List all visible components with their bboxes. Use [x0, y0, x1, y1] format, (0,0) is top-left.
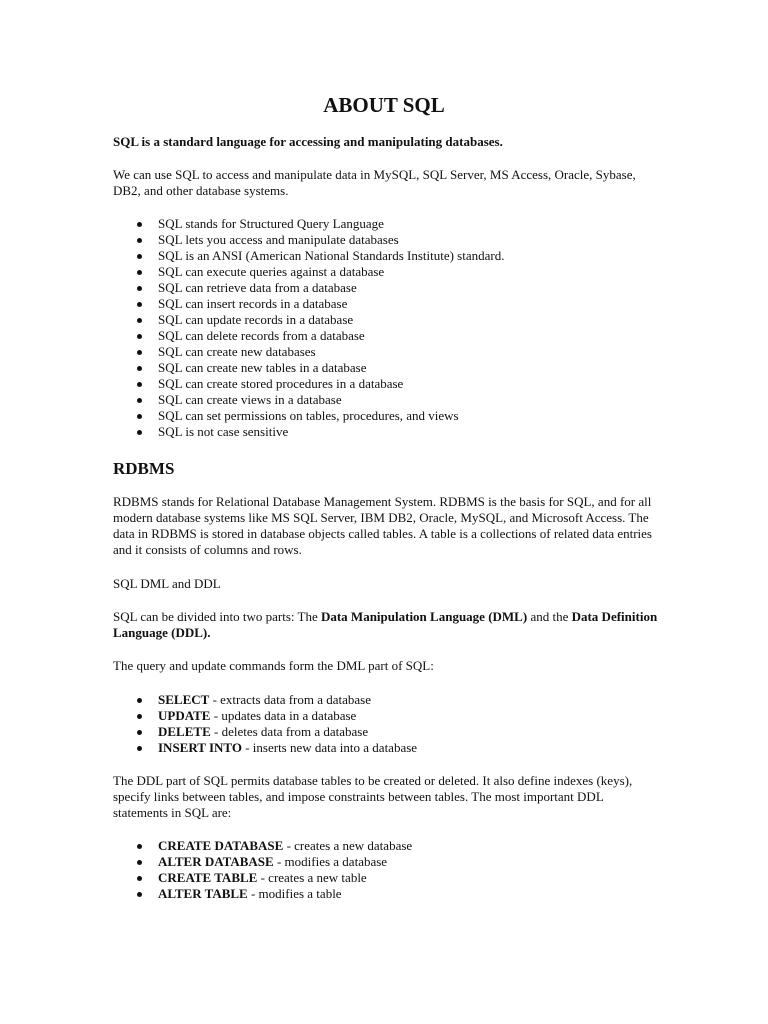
command-description: - creates a new database [283, 838, 413, 853]
command-description: - deletes data from a database [210, 724, 369, 739]
rdbms-heading: RDBMS [113, 459, 175, 478]
list-item-text: SQL can retrieve data from a database [158, 280, 357, 295]
parts-paragraph [113, 609, 658, 641]
command-keyword: ALTER DATABASE [158, 854, 274, 869]
list-item [113, 392, 504, 408]
bullet-icon [137, 730, 142, 735]
ddl-term: Data Definition Language (DDL). [113, 609, 658, 640]
sql-points-list [113, 216, 504, 440]
list-item-text: SQL can insert records in a database [158, 296, 348, 311]
parts-text-2: and the [527, 609, 572, 624]
intro-bold-text: SQL is a standard language for accessing and manipulating databases. [113, 134, 503, 149]
list-item-text: SQL stands for Structured Query Language [158, 216, 384, 231]
list-item-text: SQL can create views in a database [158, 392, 342, 407]
dml-ddl-heading: SQL DML and DDL [113, 576, 221, 591]
list-item-text: SQL can create stored procedures in a database [158, 376, 404, 391]
list-item-text: SQL is an ANSI (American National Standards Institute) standard. [158, 248, 505, 263]
command-keyword: UPDATE [158, 708, 211, 723]
bullet-icon [137, 366, 142, 371]
command-keyword: SELECT [158, 692, 210, 707]
ddl-intro: The DDL part of SQL permits database tables to be created or deleted. It also define indexes (keys), specify links between tables, and impose constraints between tables. The most important DDL statements in SQL are: [113, 773, 633, 820]
list-item [113, 376, 504, 392]
command-description: - updates data in a database [210, 708, 357, 723]
page-title: ABOUT SQL [323, 93, 445, 117]
command-description: - modifies a table [247, 886, 342, 901]
bullet-icon [137, 860, 142, 865]
bullet-icon [137, 270, 142, 275]
list-item-text: SQL can create new tables in a database [158, 360, 367, 375]
bullet-icon [137, 714, 142, 719]
command-item [113, 886, 412, 902]
bullet-icon [137, 698, 142, 703]
list-item [113, 408, 504, 424]
command-item [113, 854, 412, 870]
dml-term: Data Manipulation Language (DML) [320, 609, 528, 624]
bullet-icon [137, 844, 142, 849]
dml-intro: The query and update commands form the DML part of SQL: [113, 658, 434, 673]
command-keyword: ALTER TABLE [158, 886, 248, 901]
command-keyword: DELETE [158, 724, 211, 739]
list-item [113, 232, 504, 248]
command-keyword: CREATE TABLE [158, 870, 258, 885]
bullet-icon [137, 254, 142, 259]
command-keyword: CREATE DATABASE [158, 838, 284, 853]
bullet-icon [137, 286, 142, 291]
ddl-commands-list [113, 838, 412, 902]
parts-text-1: SQL can be divided into two parts: The [113, 609, 321, 624]
bullet-icon [137, 238, 142, 243]
list-item-text: SQL can update records in a database [158, 312, 354, 327]
command-description: - modifies a database [273, 854, 388, 869]
list-item-text: SQL can set permissions on tables, procedures, and views [158, 408, 459, 423]
bullet-icon [137, 302, 142, 307]
command-item [113, 740, 417, 756]
list-item [113, 344, 504, 360]
list-item [113, 312, 504, 328]
bullet-icon [137, 222, 142, 227]
command-item [113, 838, 412, 854]
command-item [113, 708, 417, 724]
list-item [113, 296, 504, 312]
command-description: - inserts new data into a database [241, 740, 418, 755]
bullet-icon [137, 334, 142, 339]
bullet-icon [137, 318, 142, 323]
list-item [113, 216, 504, 232]
list-item-text: SQL is not case sensitive [158, 424, 289, 439]
list-item [113, 424, 504, 440]
bullet-icon [137, 892, 142, 897]
rdbms-paragraph: RDBMS stands for Relational Database Management System. RDBMS is the basis for SQL, and for all modern database systems like MS SQL Server, IBM DB2, Oracle, MySQL, and Microsoft Access. The data in RDBMS is stored in database objects called tables. A table is a collections of related data entries and it consists of columns and rows. [113, 494, 652, 557]
dml-commands-list [113, 692, 417, 756]
intro-paragraph: We can use SQL to access and manipulate data in MySQL, SQL Server, MS Access, Oracle, Sybase, DB2, and other database systems. [113, 167, 636, 198]
bullet-icon [137, 398, 142, 403]
list-item-text: SQL can create new databases [158, 344, 316, 359]
list-item [113, 264, 504, 280]
list-item-text: SQL lets you access and manipulate databases [158, 232, 399, 247]
list-item [113, 328, 504, 344]
list-item-text: SQL can execute queries against a database [158, 264, 385, 279]
bullet-icon [137, 350, 142, 355]
bullet-icon [137, 382, 142, 387]
bullet-icon [137, 430, 142, 435]
list-item [113, 248, 504, 264]
command-item [113, 870, 412, 886]
command-description: - extracts data from a database [209, 692, 372, 707]
list-item-text: SQL can delete records from a database [158, 328, 365, 343]
list-item [113, 280, 504, 296]
list-item [113, 360, 504, 376]
command-keyword: INSERT INTO [158, 740, 242, 755]
command-item [113, 692, 417, 708]
bullet-icon [137, 746, 142, 751]
bullet-icon [137, 414, 142, 419]
command-description: - creates a new table [257, 870, 367, 885]
command-item [113, 724, 417, 740]
bullet-icon [137, 876, 142, 881]
